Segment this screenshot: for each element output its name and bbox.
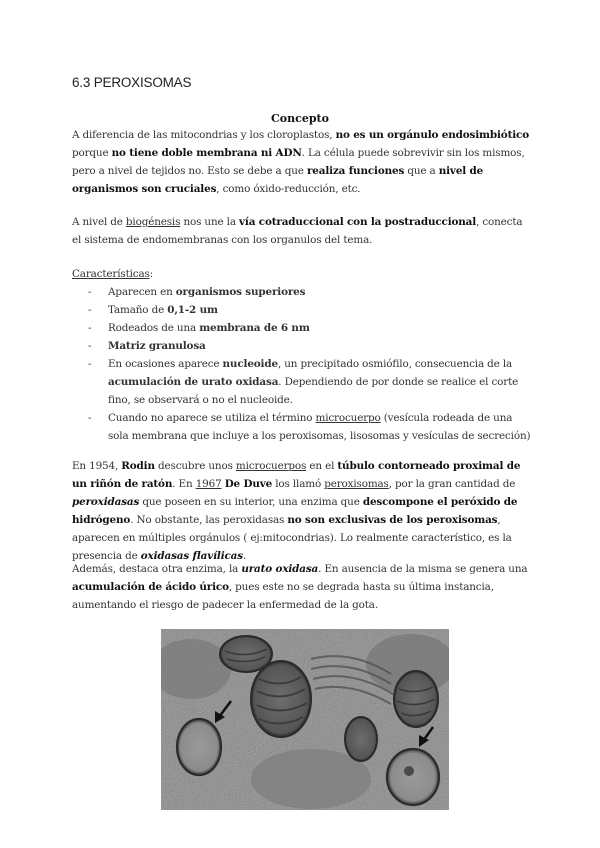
section-heading: 6.3 PEROXISOMAS — [72, 75, 192, 90]
characteristics-list — [72, 283, 532, 445]
mitochondrion-shape — [345, 717, 377, 761]
concept-title: Concepto — [271, 112, 329, 125]
paragraph-history: En 1954, Rodin descubre unos microcuerpos en el túbulo contorneado proximal de un riñón de ratón. En 1967 De Duve los llamó peroxisomas, por la gran cantidad de peroxidasas que poseen en su interior, una enzima que descompone el peróxido de hidrógeno. No obstante, las peroxidasas no son exclusivas de los peroxisomas, aparecen en múltiples orgánulos ( ej:mitocondrias). Lo realmente característico, es la presencia de oxidasas flavílicas. — [72, 460, 521, 562]
micrograph-image — [161, 629, 449, 810]
paragraph-urate: Además, destaca otra enzima, la urato oxidasa. En ausencia de la misma se genera una acumulación de ácido úrico, pues este no se degrada hasta su última instancia, aumentando el riesgo de padecer la enfermedad de la gota. — [72, 563, 528, 611]
paragraph-biogenesis: A nivel de biogénesis nos une la vía cotraduccional con la postraduccional, conecta el sistema de endomembranas con los organulos del tema. — [72, 216, 523, 246]
list-item: - Aparecen en organismos superiores — [88, 286, 306, 298]
list-item: - Tamaño de 0,1-2 um — [88, 304, 218, 316]
mitochondrion-shape — [220, 636, 272, 672]
paragraph-intro: A diferencia de las mitocondrias y los cloroplastos, no es un orgánulo endosimbiótico porque no tiene doble membrana ni ADN. La célula puede sobrevivir sin los mismos, pero a nivel de tejidos no. Esto se debe a que realiza funciones que a nivel de organismos son cruciales, como óxido-reducción, etc. — [72, 129, 529, 195]
list-item: - En ocasiones aparece nucleoide, un precipitado osmiófilo, consecuencia de la acumulación de urato oxidasa. Dependiendo de por donde se realice el corte fino, se observará o no el nucleoide. — [88, 358, 519, 406]
peroxisome-shape — [177, 719, 221, 775]
list-item: - Cuando no aparece se utiliza el término microcuerpo (vesícula rodeada de una sola membrana que incluye a los peroxisomas, lisosomas y vesículas de secreción) — [88, 412, 531, 442]
list-item: - Matriz granulosa — [88, 340, 206, 352]
peroxisome-shape — [387, 749, 439, 805]
mitochondrion-shape — [394, 671, 438, 727]
mitochondrion-shape — [251, 661, 311, 737]
micrograph-svg — [161, 629, 449, 810]
list-item: - Rodeados de una membrana de 6 nm — [88, 322, 310, 334]
characteristics-heading: Características: — [72, 268, 154, 280]
